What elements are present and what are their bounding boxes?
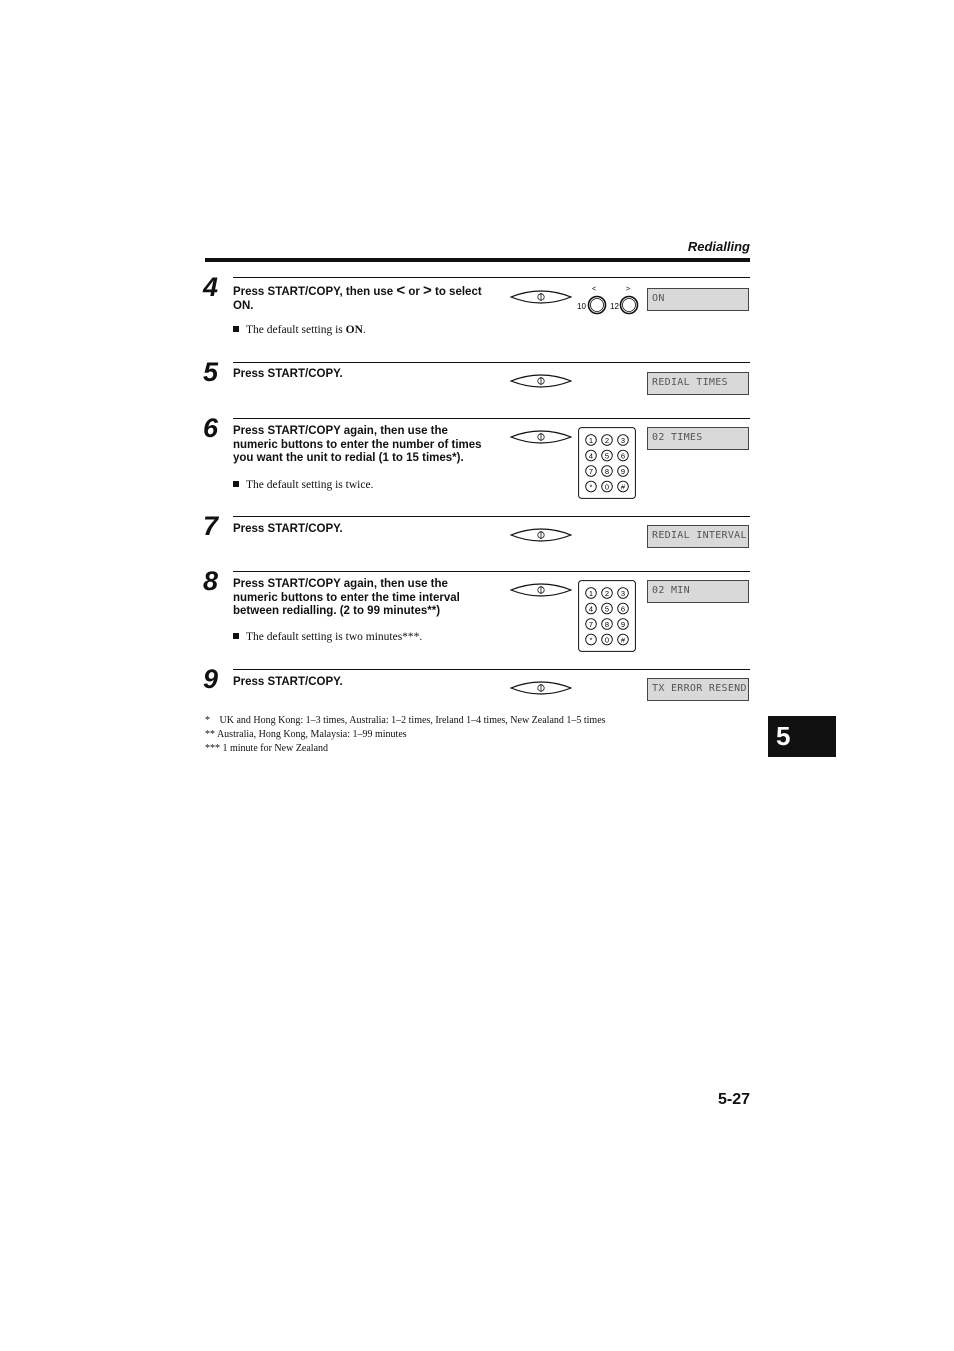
step-number: 7 [203, 511, 219, 541]
right-arrow-glyph: > [423, 282, 432, 299]
nav-key-label: 10 [577, 302, 586, 311]
keypad-key-label: 3 [620, 435, 626, 445]
note-text: The default setting is twice. [246, 479, 374, 491]
lcd-display: ON [647, 288, 749, 311]
footnote [205, 728, 606, 742]
footnote [205, 742, 606, 756]
keypad-key-label: 6 [620, 604, 626, 614]
note-text: The default setting is two minutes***. [246, 631, 423, 643]
keypad-key-label: 0 [604, 635, 610, 645]
lcd-display: 02 MIN [647, 580, 749, 603]
keypad-key-label: * [589, 635, 593, 645]
footnote [205, 714, 606, 728]
start-copy-key-icon [510, 526, 572, 544]
keypad-key-label: # [620, 482, 626, 492]
chapter-tab: 5 [768, 716, 836, 757]
note-text: . [362, 324, 366, 336]
footnote-mark: *** [205, 743, 220, 754]
keypad-key-label: 8 [604, 466, 610, 476]
step-instruction: Press START/COPY. [233, 523, 343, 535]
numeric-keypad-icon [578, 580, 636, 652]
step-number: 9 [203, 664, 219, 694]
navigation-keys-icon [576, 285, 642, 317]
step-note [233, 479, 503, 491]
step-divider [233, 516, 750, 517]
svg-text:>: > [626, 286, 631, 293]
step-instruction: Press START/COPY. [233, 368, 343, 380]
lcd-display: 02 TIMES [647, 427, 749, 450]
nav-key-label: 12 [610, 302, 619, 311]
keypad-key-label: 1 [588, 588, 594, 598]
step-note [233, 324, 503, 336]
keypad-key-label: 7 [588, 619, 594, 629]
svg-text:<: < [592, 286, 597, 293]
step-number: 5 [203, 357, 219, 387]
step-number: 8 [203, 566, 219, 596]
start-copy-key-icon [510, 679, 572, 697]
keypad-key-label: 7 [588, 466, 594, 476]
start-copy-key-icon [510, 288, 572, 306]
keypad-key-label: 0 [604, 482, 610, 492]
keypad-key-label: 2 [604, 588, 610, 598]
page-number: 5-27 [717, 1091, 750, 1108]
lcd-display: REDIAL INTERVAL [647, 525, 749, 548]
step-instruction: Press START/COPY. [233, 676, 343, 688]
instruction-text: or [405, 286, 424, 298]
keypad-key-label: 4 [588, 451, 594, 461]
header-rule [205, 258, 750, 262]
footnote-text: Australia, Hong Kong, Malaysia: 1–99 minutes [216, 729, 407, 740]
step-instruction: Press START/COPY again, then use the numeric buttons to enter the time interval between redialling. (2 to 99 minutes**) [233, 578, 460, 617]
footnote-mark: ** [205, 729, 215, 740]
keypad-key-label: 8 [604, 619, 610, 629]
keypad-key-label: 9 [620, 619, 626, 629]
left-arrow-glyph: < [396, 282, 406, 299]
footnote-text: UK and Hong Kong: 1–3 times, Australia: 1–2 times, Ireland 1–4 times, New Zealand 1–5 times [219, 715, 606, 726]
step-divider [233, 277, 750, 278]
step-instruction [233, 284, 503, 313]
start-copy-key-icon [510, 428, 572, 446]
keypad-key-label: 4 [588, 604, 594, 614]
footnote-mark: * [205, 715, 210, 726]
note-text: The default setting is [246, 324, 346, 336]
step-divider [233, 571, 750, 572]
keypad-key-label: # [620, 635, 626, 645]
step-instruction: Press START/COPY again, then use the numeric buttons to enter the number of times you want the unit to redial (1 to 15 times*). [233, 425, 482, 464]
bullet-icon [233, 633, 239, 639]
keypad-key-label: 2 [604, 435, 610, 445]
keypad-key-label: * [589, 482, 593, 492]
lcd-display: TX ERROR RESEND [647, 678, 749, 701]
footnote-text: 1 minute for New Zealand [222, 743, 329, 754]
keypad-key-label: 1 [588, 435, 594, 445]
step-divider [233, 362, 750, 363]
running-header: Redialling [687, 239, 750, 254]
bullet-icon [233, 326, 239, 332]
keypad-key-label: 3 [620, 588, 626, 598]
step-number: 6 [203, 413, 219, 443]
numeric-keypad-icon [578, 427, 636, 499]
instruction-text: to select ON. [233, 286, 482, 312]
keypad-key-label: 5 [604, 604, 610, 614]
start-copy-key-icon [510, 372, 572, 390]
keypad-key-label: 9 [620, 466, 626, 476]
lcd-display: REDIAL TIMES [647, 372, 749, 395]
start-copy-key-icon [510, 581, 572, 599]
keypad-key-label: 6 [620, 451, 626, 461]
keypad-key-label: 5 [604, 451, 610, 461]
bullet-icon [233, 481, 239, 487]
step-note [233, 631, 503, 643]
step-divider [233, 669, 750, 670]
step-number: 4 [203, 272, 219, 302]
note-bold: ON [345, 324, 363, 336]
footnotes [205, 714, 606, 756]
step-divider [233, 418, 750, 419]
instruction-text: Press START/COPY, then use [233, 286, 397, 298]
